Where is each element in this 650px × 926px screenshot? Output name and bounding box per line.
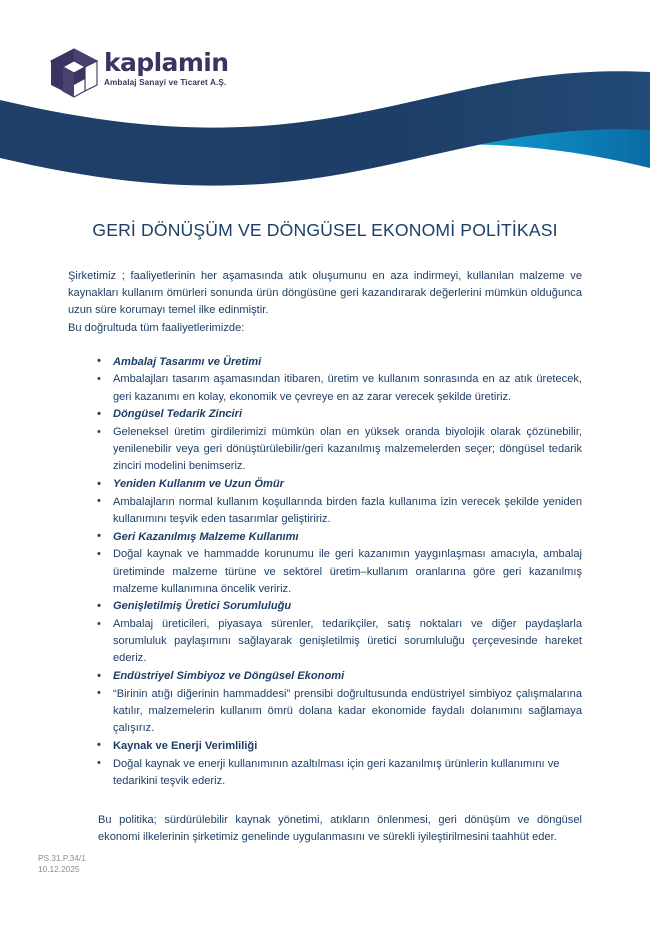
intro-lead-in: Bu doğrultuda tüm faaliyetlerimizde: — [68, 321, 245, 334]
document-body — [68, 268, 582, 846]
policy-list-item-heading: • Döngüsel Tedarik Zinciri — [68, 406, 582, 423]
company-logo — [48, 46, 238, 104]
policy-list-item-detail: • Doğal kaynak ve hammadde korunumu ile geri kazanımın yaygınlaşması amacıyla, ambalaj üretiminde malzeme türüne ve sektörel üretim–kullanım oranlarına göre geri kazanılmış malzeme kullanımına öncelik veririz. — [68, 546, 582, 598]
policy-list-item-heading: • Genişletilmiş Üretici Sorumluluğu — [68, 598, 582, 615]
logo-text-group — [104, 46, 228, 87]
policy-list-item-detail: • Geleneksel üretim girdilerimizi mümkün olan en yüksek oranda biyolojik olarak çözünebilir, yenilenebilir veya geri dönüştürülebilir/geri kazanılmış malzemelerden seçer; döngüsel tedarik zinciri modelini benimseriz. — [68, 424, 582, 476]
policy-list-item-heading: • Ambalaj Tasarımı ve Üretimi — [68, 354, 582, 371]
policy-list-item-heading: • Yeniden Kullanım ve Uzun Ömür — [68, 476, 582, 493]
footer-document-code: PS.31.P.34/1 — [38, 853, 86, 863]
page-title: GERİ DÖNÜŞÜM VE DÖNGÜSEL EKONOMİ POLİTİKASI — [92, 220, 558, 240]
logo-wordmark: kaplamin — [104, 48, 229, 77]
policy-list-item-detail: • “Birinin atığı diğerinin hammaddesi” prensibi doğrultusunda endüstriyel simbiyoz çalışmalarına katılır, malzemelerin kullanım ömrü dolana kadar ekonomide faydalı dolanımını sağlamaya çalışırız. — [68, 686, 582, 738]
intro-section — [68, 268, 582, 337]
policy-list — [68, 354, 582, 790]
policy-list-item-detail: • Ambalajları tasarım aşamasından itibaren, üretim ve kullanım sonrasında en az atık üretecek, geri kazanımı en kolay, ekonomik ve çevreye en az zarar verecek şekilde üretiriz. — [68, 371, 582, 405]
policy-list-item-heading: • Kaynak ve Enerji Verimliliği — [68, 738, 582, 755]
open-box-icon — [48, 46, 100, 102]
document-footer — [38, 853, 86, 876]
policy-list-item-detail: • Doğal kaynak ve enerji kullanımının azaltılması için geri kazanılmış ürünlerin kullanımını ve tedarikini teşvik ederiz. — [68, 756, 582, 790]
intro-paragraph: Şirketimiz ; faaliyetlerinin her aşamasında atık oluşumunu en aza indirmeyi, kullanılan malzeme ve kaynakları kullanım ömürleri sonunda ürün döngüsüne geri kazandırarak değerlerini mümkün olduğunca uzun süre korumayı temel ilke edinmiştir. — [68, 270, 582, 317]
policy-list-item-detail: • Ambalajların normal kullanım koşullarında birden fazla kullanıma izin verecek şekilde yeniden kullanımını teşvik eden tasarımlar geliştiririz. — [68, 494, 582, 528]
logo-tagline: Ambalaj Sanayi ve Ticaret A.Ş. — [104, 78, 227, 87]
policy-list-item-detail: • Ambalaj üreticileri, piyasaya sürenler, tedarikçiler, satış noktaları ve diğer paydaşlarla sorumluluk paylaşımını sağlayarak genişletilmiş üretici sorumluluğu çerçevesinde hareket ederiz. — [68, 616, 582, 668]
closing-paragraph: Bu politika; sürdürülebilir kaynak yönetimi, atıkların önlenmesi, geri dönüşüm ve döngüsel ekonomi ilkelerinin şirketimiz genelinde uygulanmasını ve sürekli iyileştirilmesini taahhüt eder. — [98, 813, 582, 844]
closing-section — [98, 812, 582, 846]
policy-list-item-heading: • Endüstriyel Simbiyoz ve Döngüsel Ekonomi — [68, 668, 582, 685]
policy-list-item-heading: • Geri Kazanılmış Malzeme Kullanımı — [68, 529, 582, 546]
footer-date: 10.12.2025 — [38, 864, 80, 875]
